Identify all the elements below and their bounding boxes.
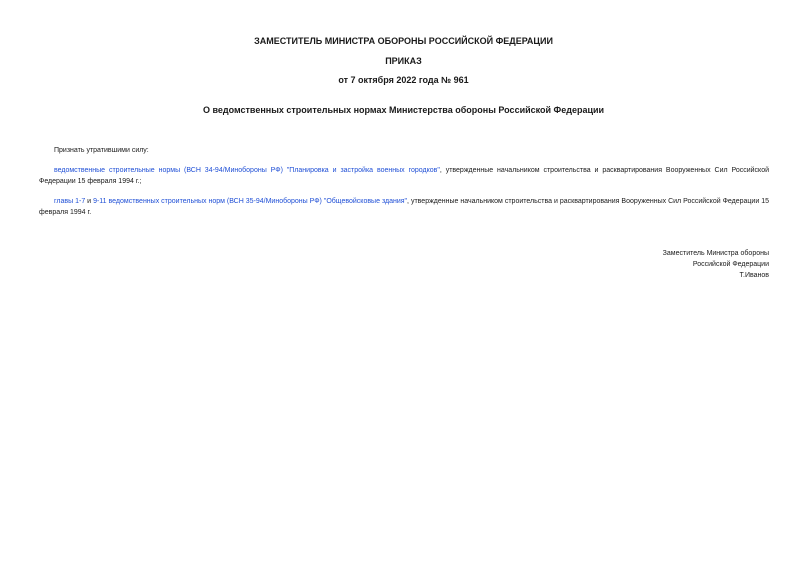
issuer-heading: ЗАМЕСТИТЕЛЬ МИНИСТРА ОБОРОНЫ РОССИЙСКОЙ ФЕДЕРАЦИИ	[254, 36, 553, 46]
document-date-number: от 7 октября 2022 года № 961	[338, 75, 469, 85]
document-title: О ведомственных строительных нормах Министерства обороны Российской Федерации	[202, 105, 605, 115]
chapters-1-7-link[interactable]: главы 1-7	[54, 198, 86, 205]
signatory-position-line2: Российской Федерации	[692, 261, 769, 268]
vsn-35-94-link[interactable]: 9-11 ведомственных строительных норм (ВСН 35-94/Минобороны РФ) "Общевойсковые здания"	[93, 198, 408, 205]
revoked-item-2	[39, 196, 769, 218]
conjunction-text: и	[85, 198, 94, 205]
document-type: ПРИКАЗ	[385, 56, 422, 66]
signature-block	[663, 248, 769, 281]
revoked-item-2-text: , утвержденные начальником строительства и расквартирования Вооруженных Сил Российской Федерации 15 февраля 1994 г.	[39, 198, 770, 216]
revoked-item-1	[39, 165, 769, 187]
vsn-34-94-link[interactable]: ведомственные строительные нормы (ВСН 34-94/Минобороны РФ) "Планировка и застройка военных городков"	[54, 167, 440, 174]
signatory-name: Т.Иванов	[739, 272, 769, 279]
revoked-item-1-text: , утвержденные начальником строительства и расквартирования Вооруженных Сил Российской Федерации 15 февраля 1994 г.;	[39, 167, 769, 185]
intro-paragraph: Признать утратившими силу:	[54, 147, 149, 154]
signatory-position-line1: Заместитель Министра обороны	[662, 250, 769, 257]
